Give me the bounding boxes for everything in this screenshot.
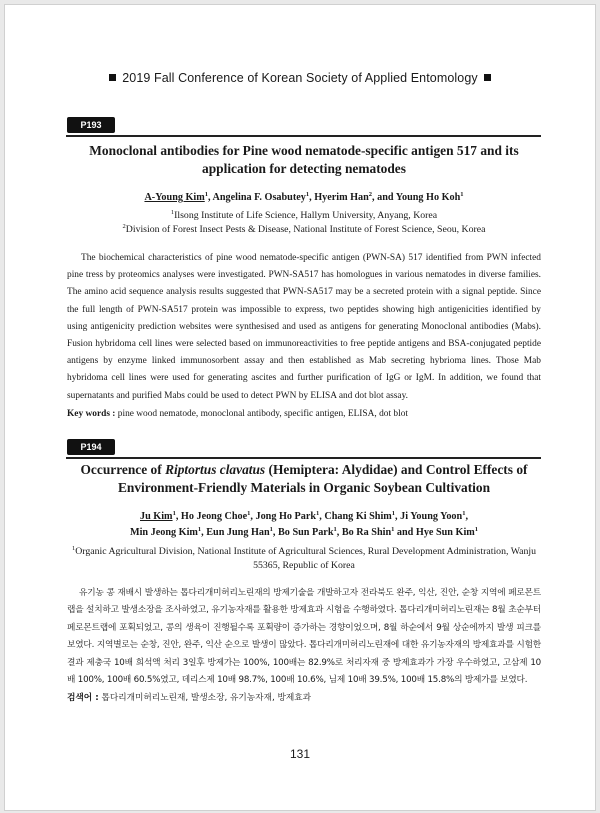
square-bullet-icon <box>109 74 116 81</box>
affiliation: $^1$Ilsong Institute of Life Science, Hallym University, Anyang, Korea <box>170 209 438 221</box>
author-list: Ju Kim$^1$, Ho Jeong Choe$^1$, Jong Ho Park$^1$, Chang Ki Shim$^1$, Ji Young Yoon$^1$, Min Jeong Kim$^1$, Eun Jung Han$^1$, Bo Sun Park$^1$, Bo Ra Shin$^1$ and Hye Sun Kim$^1$ <box>129 510 479 538</box>
presenting-author: A-Young Kim <box>144 192 205 203</box>
affiliation: $^2$Division of Forest Insect Pests & Disease, National Institute of Forest Science, Seou, Korea <box>122 223 486 235</box>
presenting-author: Ju Kim <box>140 511 173 522</box>
divider-rule <box>66 457 541 459</box>
abstract-p193 <box>67 142 541 422</box>
author: Young Ho Koh <box>395 192 461 203</box>
abstract-title: Monoclonal antibodies for Pine wood nematode-specific antigen 517 and its application for detecting nematodes <box>89 143 519 176</box>
abstract-body: The biochemical characteristics of pine wood nematode-specific antigen (PWN-SA) 517 identified from PWN infected pine tress by proteomics analyses were investigated. PWN-SA517 has homologues in various nematodes in diverse families. The amino acid sequence analysis results suggested that PWN-SA517 may be a secreted protein with a signal peptide. Since the full length of PWN-SA517 protein was impossible to express, two peptides showing high antigenicities identified by using antigenicity prediction websites were synthesised and used as antigens for generating Monoclonal antibodies (Mabs). Fusion hybridoma cell lines were selected based on immunoreactivities to free peptide antigens and BSA-conjugated peptide antigens by enzyme linked immunosorbent assay and then established as Mab secreting hybrioma lines. Those Mab hybridoma cell lines were used for generating ascites and further purification of IgG or IgM. In addition, we found that supernatants and purified Mabs could be used to detect PWN by ELISA and dot blot assay. <box>67 253 541 401</box>
divider-rule <box>66 135 541 137</box>
conference-title: 2019 Fall Conference of Korean Society of Applied Entomology <box>122 71 478 85</box>
abstract-p194 <box>67 461 541 706</box>
author-list: A-Young Kim$^1$, Angelina F. Osabutey$^1$, Hyerim Han$^2$, and Young Ho Koh$^1$ <box>144 191 464 203</box>
abstract-body: 유기농 콩 재배시 발생하는 톱다리개미허리노린재의 방제기술을 개발하고자 전라북도 완주, 익산, 진안, 순창 지역에 페로몬트랩을 설치하고 발생소장을 조사하였고, 유기농자재를 활용한 방제효과 시험을 수행하였다. 톱다리개미허리노린재는 8월 초순부터 페로몬트랩에 포획되었고, 콩의 생육이 진행될수록 포획량이 증가하는 경향이었으며, 8월 하순에서 9월 상순에까지 발생 피크를 보였다. 지역별로는 순창, 진안, 완주, 익산 순으로 발생이 많았다. 톱다리개미허리노린재에 대한 유기농자재의 방제효과를 시험한 결과 제충국 10배 희석액 처리 3일후 방제가는 100%, 100배는 82.9%로 처리자재 중 방제효과가 가장 우수하였고, 고삼제 10배 100%, 100배 60.5%였고, 데리스제 10배 98.7%, 100배 10.6%, 님제 10배 39.5%, 100배 15.8%의 방제가를 보였다. <box>67 588 541 686</box>
conference-header <box>5 71 595 85</box>
author: Hyerim Han <box>314 192 369 203</box>
abstract-id-tag: P193 <box>67 117 115 133</box>
abstract-id-tag: P194 <box>67 439 115 455</box>
square-bullet-icon <box>484 74 491 81</box>
page-number: 131 <box>289 747 311 761</box>
abstract-title: Occurrence of Riptortus clavatus (Hemiptera: Alydidae) and Control Effects of Environment-Friendly Materials in Organic Soybean Cultivation <box>80 462 528 495</box>
author: Angelina F. Osabutey <box>212 192 306 203</box>
page <box>4 4 596 811</box>
keywords: 검색어 : 톱다리개미허리노린재, 발생소장, 유기농자재, 방제효과 <box>67 693 312 704</box>
keywords: Key words : pine wood nematode, monoclonal antibody, specific antigen, ELISA, dot blot <box>67 408 408 419</box>
affiliation: $^1$Organic Agricultural Division, National Institute of Agricultural Sciences, Rural Development Administration, Wanju 55365, Republic of Korea <box>71 545 537 571</box>
